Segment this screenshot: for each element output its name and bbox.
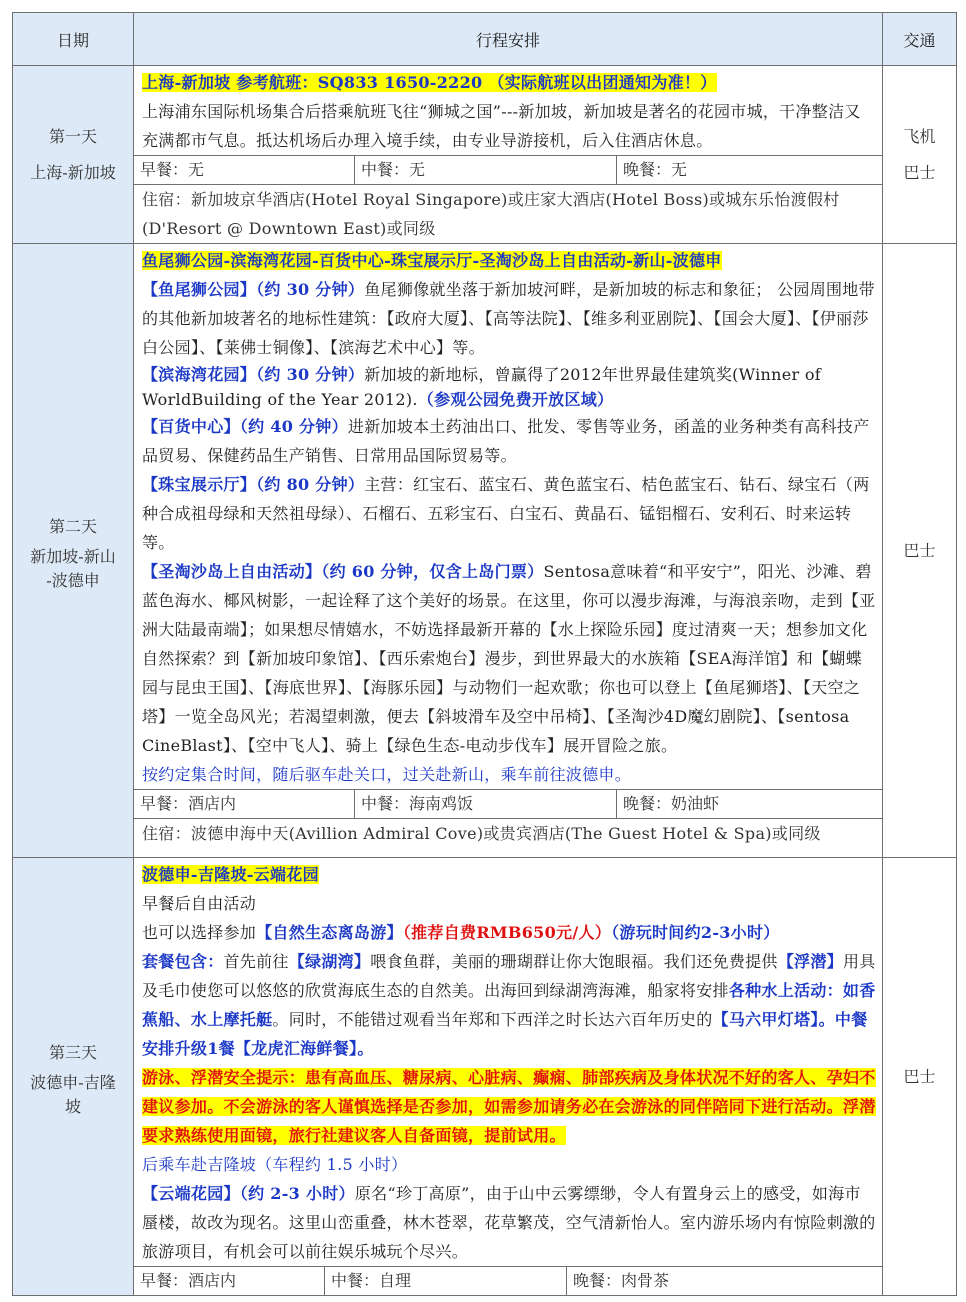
day1-accommodation: 住宿：新加坡京华酒店(Hotel Royal Singapore)或庄家大酒店(Hotel Boss)或城东乐怡渡假村(D'Resort @ Downtown East)或同级 — [134, 184, 882, 243]
day2-breakfast: 早餐：酒店内 — [134, 790, 355, 818]
day2-closing: 按约定集合时间，随后驱车赴关口，过关赴新山，乘车前往波德申。 — [142, 765, 632, 784]
day2-dinner: 晚餐：奶油虾 — [623, 794, 720, 813]
day3-breakfast: 早餐：酒店内 — [134, 1267, 325, 1295]
day3-drive: 后乘车赴吉隆坡（车程约 1.5 小时） — [142, 1155, 408, 1174]
day3-date-cell — [13, 858, 134, 1296]
day2-lunch: 中餐：海南鸡饭 — [355, 790, 617, 818]
day3-optional-tour: 也可以选择参加【自然生态离岛游】（推荐自费RMB650元/人）（游玩时间约2-3小时） — [142, 923, 780, 942]
day2-date-label: 第二天 — [48, 516, 97, 536]
day1-transport-plane: 飞机 — [903, 126, 936, 146]
day2-transport-cell — [883, 244, 957, 858]
day3-safety-warning: 游泳、浮潜安全提示：患有高血压、糖尿病、心脏病、癫痫、肺部疾病及身体状况不好的客人、孕妇不建议参加。不会游泳的客人谨慎选择是否参加，如需参加请务必在会游泳的同伴陪同下进行活动。浮潜要求熟练使用面镜，旅行社建议客人自备面镜，提前试用。 — [142, 1068, 876, 1145]
day3-content — [134, 858, 883, 1296]
header-date: 日期 — [13, 13, 134, 66]
day3-route-label-1: 波德申-吉隆 — [30, 1072, 116, 1092]
day1-breakfast: 早餐：无 — [134, 156, 355, 184]
day1-transport-bus: 巴士 — [903, 162, 936, 182]
day1-route-label: 上海-新加坡 — [30, 162, 116, 182]
day2-date-cell — [13, 244, 134, 858]
day1-transport-cell — [883, 66, 957, 244]
day3-date-label: 第三天 — [48, 1042, 97, 1062]
day2-content — [134, 244, 883, 858]
day2-jewelry: 【珠宝展示厅】（约 80 分钟）主营：红宝石、蓝宝石、黄色蓝宝石、桔色蓝宝石、钻石、绿宝石（两种合成祖母绿和天然祖母绿）、石榴石、五彩宝石、白宝石、黄晶石、锰铝榴石、安利石、时来运转等。 — [142, 475, 870, 552]
day1-date-label: 第一天 — [48, 126, 97, 146]
day1-date-cell — [13, 66, 134, 244]
day1-content — [134, 66, 883, 244]
day2-title: 鱼尾狮公园-滨海湾花园-百货中心-珠宝展示厅-圣淘沙岛上自由活动-新山-波德申 — [142, 251, 722, 270]
day2-merlion: 【鱼尾狮公园】（约 30 分钟）鱼尾狮像就坐落于新加坡河畔，是新加坡的标志和象征； 公园周围地带的其他新加坡著名的地标性建筑：【政府大厦】、【高等法院】、【维多利亚剧院】、【国会大厦】、【伊丽莎白公园】、【莱佛士铜像】、【滨海艺术中心】等。 — [142, 280, 875, 357]
day2-route-label-1: 新加坡-新山 — [30, 546, 116, 566]
day3-package: 套餐包含：首先前往【绿湖湾】喂食鱼群，美丽的珊瑚群让你大饱眼福。我们还免费提供【浮潜】用具及毛巾使您可以悠悠的欣赏海底生态的自然美。出海回到绿湖湾海滩，船家将安排各种水上活动：如香蕉船、水上摩托艇。同时，不能错过观看当年郑和下西洋之时长达六百年历史的【马六甲灯塔】。中餐安排升级1餐【龙虎汇海鲜餐】。 — [142, 952, 876, 1058]
day3-transport-bus: 巴士 — [903, 1066, 936, 1086]
day2-meals — [134, 789, 882, 818]
day1-meals — [134, 155, 882, 184]
day3-route-label-2: 坡 — [64, 1096, 81, 1116]
header-transport: 交通 — [883, 13, 957, 66]
day3-dinner: 晚餐：肉骨茶 — [573, 1271, 670, 1290]
day3-free-time: 早餐后自由活动 — [142, 894, 257, 913]
day1-dinner: 晚餐：无 — [623, 160, 688, 179]
day1-description: 上海浦东国际机场集合后搭乘航班飞往“狮城之国”---新加坡，新加坡是著名的花园市城，干净整洁又充满都市气息。抵达机场后办理入境手续，由专业导游接机，后入住酒店休息。 — [142, 102, 861, 150]
header-itinerary: 行程安排 — [134, 13, 883, 66]
day3-meals — [134, 1266, 882, 1295]
day2-route-label-2: -波德申 — [46, 570, 100, 590]
day2-dept-store: 【百货中心】（约 40 分钟）进新加坡本土药油出口、批发、零售等业务，函盖的业务种类有高科技产品贸易、保健药品生产销售、日常用品国际贸易等。 — [142, 417, 870, 465]
day3-lunch: 中餐：自理 — [325, 1267, 567, 1295]
day3-transport-cell — [883, 858, 957, 1296]
day2-transport-bus: 巴士 — [903, 540, 936, 560]
day3-genting: 【云端花园】（约 2-3 小时）原名“珍丁高原”，由于山中云雾缥缈，令人有置身云上的感受，如海市蜃楼，故改为现名。这里山峦重叠，林木苍翠，花草繁茂，空气清新怡人。室内游乐场内有惊险刺激的旅游项目，有机会可以前往娱乐城玩个尽兴。 — [142, 1184, 876, 1261]
day2-accommodation: 住宿：波德申海中天(Avillion Admiral Cove)或贵宾酒店(The Guest Hotel & Spa)或同级 — [134, 818, 882, 848]
day1-lunch: 中餐：无 — [355, 156, 617, 184]
day2-sentosa: 【圣淘沙岛上自由活动】（约 60 分钟，仅含上岛门票）Sentosa意味着“和平安宁”，阳光、沙滩、碧蓝色海水、椰风树影，一起诠释了这个美好的场景。在这里，你可以漫步海滩，与海浪亲吻，走到【亚洲大陆最南端】；如果想尽情嬉水，不妨选择最新开幕的【水上探险乐园】度过清爽一天；想参加文化自然探索？到【新加坡印象馆】、【西乐索炮台】漫步，到世界最大的水族箱【SEA海洋馆】和【蝴蝶园与昆虫王国】、【海底世界】、【海豚乐园】与动物们一起欢歌；你也可以登上【鱼尾狮塔】、【天空之塔】一览全岛风光；若渴望刺激，便去【斜坡滑车及空中吊椅】、【圣淘沙4D魔幻剧院】、【sentosa CineBlast】、【空中飞人】、骑上【绿色生态-电动步伐车】展开冒险之旅。 — [142, 562, 876, 755]
day3-title: 波德申-吉隆坡-云端花园 — [142, 865, 319, 884]
day2-gardens: 【滨海湾花园】（约 30 分钟）新加坡的新地标，曾赢得了2012年世界最佳建筑奖(Winner of WorldBuilding of the Year 2012).（参观公园免费开放区域） — [142, 365, 822, 409]
day1-title: 上海-新加坡 参考航班：SQ833 1650-2220 （实际航班以出团通知为准！） — [142, 73, 717, 92]
itinerary-table — [12, 12, 957, 1296]
